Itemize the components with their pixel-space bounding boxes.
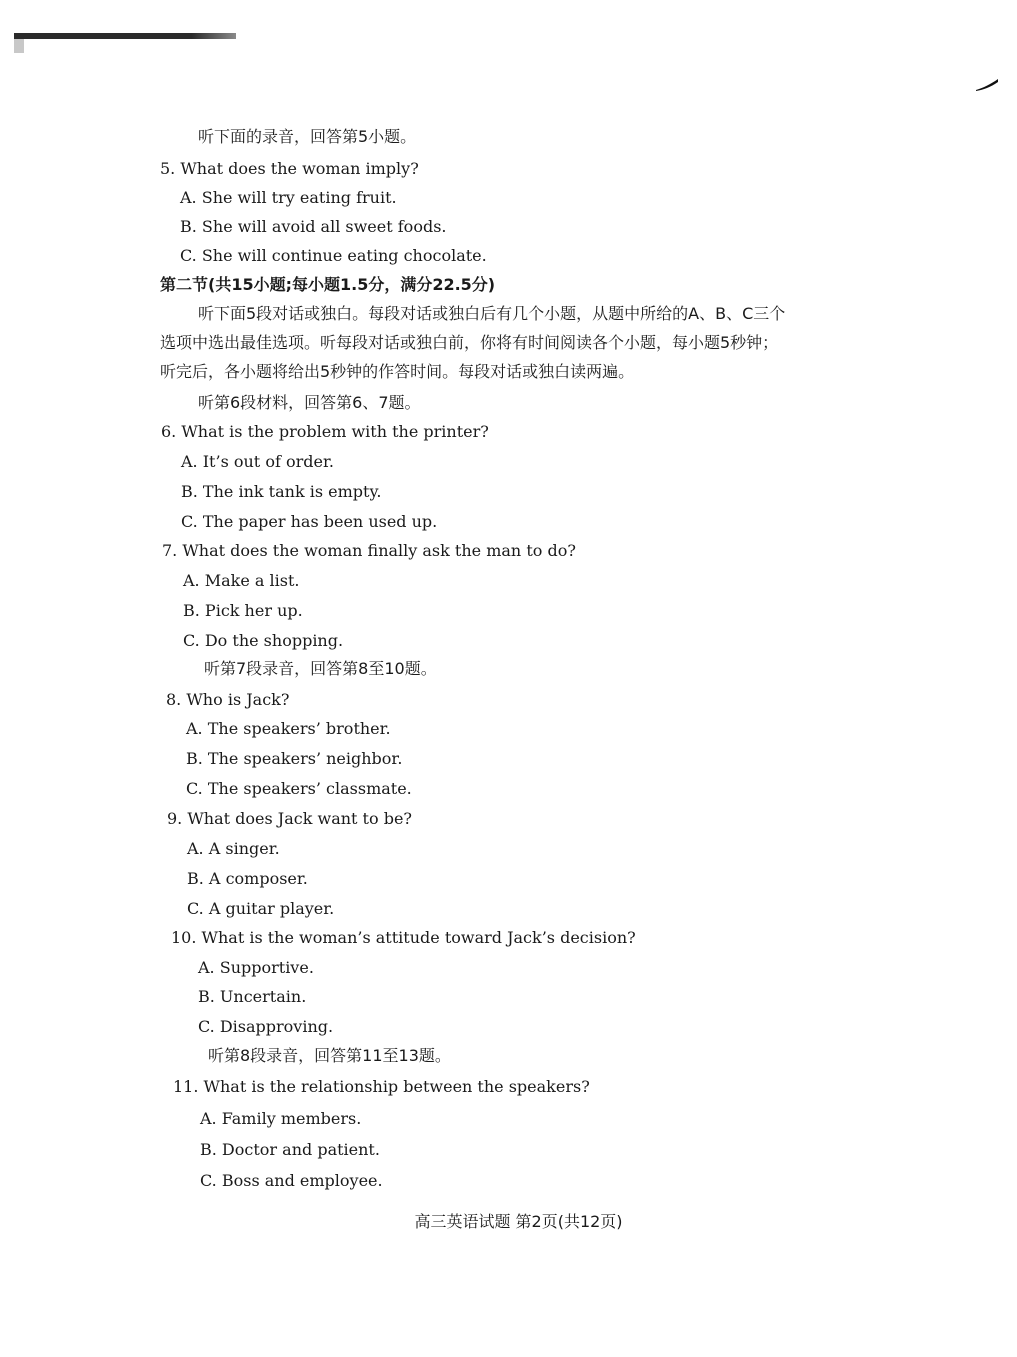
instruction-q11-13: 听第8段录音，回答第11至13题。 xyxy=(208,1046,451,1065)
section-2-instruction-line-1: 听下面5段对话或独白。每段对话或独白后有几个小题，从题中所给的A、B、C三个 xyxy=(198,304,786,323)
q5-option-c: C. She will continue eating chocolate. xyxy=(180,246,487,265)
q5-option-b: B. She will avoid all sweet foods. xyxy=(180,217,447,236)
question-9: 9. What does Jack want to be? xyxy=(167,809,412,828)
q6-option-b: B. The ink tank is empty. xyxy=(181,482,382,501)
page-footer: 高三英语试题 第2页(共12页) xyxy=(414,1212,623,1231)
question-8: 8. Who is Jack? xyxy=(166,690,290,709)
q10-option-a: A. Supportive. xyxy=(198,958,314,977)
instruction-q6-7: 听第6段材料，回答第6、7题。 xyxy=(198,393,421,412)
q9-option-c: C. A guitar player. xyxy=(187,899,335,918)
q7-option-a: A. Make a list. xyxy=(183,571,300,590)
question-11: 11. What is the relationship between the speakers? xyxy=(173,1077,590,1096)
q6-option-c: C. The paper has been used up. xyxy=(181,512,438,531)
q11-option-c: C. Boss and employee. xyxy=(200,1171,383,1190)
question-7: 7. What does the woman finally ask the man to do? xyxy=(162,541,576,560)
q6-option-a: A. It’s out of order. xyxy=(181,452,334,471)
q7-option-b: B. Pick her up. xyxy=(183,601,303,620)
q8-option-b: B. The speakers’ neighbor. xyxy=(186,749,403,768)
q11-option-a: A. Family members. xyxy=(200,1109,362,1128)
q5-option-a: A. She will try eating fruit. xyxy=(180,188,397,207)
q10-option-b: B. Uncertain. xyxy=(198,987,307,1006)
q9-option-a: A. A singer. xyxy=(187,839,280,858)
q8-option-a: A. The speakers’ brother. xyxy=(186,719,391,738)
instruction-q8-10: 听第7段录音，回答第8至10题。 xyxy=(204,659,437,678)
q11-option-b: B. Doctor and patient. xyxy=(200,1140,380,1159)
section-2-instruction-line-3: 听完后，各小题将给出5秒钟的作答时间。每段对话或独白读两遍。 xyxy=(160,362,635,381)
q7-option-c: C. Do the shopping. xyxy=(183,631,344,650)
instruction-q5: 听下面的录音，回答第5小题。 xyxy=(198,127,417,146)
q10-option-c: C. Disapproving. xyxy=(198,1017,334,1036)
question-6: 6. What is the problem with the printer? xyxy=(161,422,489,441)
section-2-instruction-line-2: 选项中选出最佳选项。听每段对话或独白前，你将有时间阅读各个小题，每小题5秒钟； xyxy=(160,333,779,352)
q9-option-b: B. A composer. xyxy=(187,869,308,888)
question-5: 5. What does the woman imply? xyxy=(160,159,419,178)
section-2-heading: 第二节(共15小题;每小题1.5分，满分22.5分) xyxy=(160,275,496,294)
q8-option-c: C. The speakers’ classmate. xyxy=(186,779,412,798)
question-10: 10. What is the woman’s attitude toward Jack’s decision? xyxy=(171,928,636,947)
